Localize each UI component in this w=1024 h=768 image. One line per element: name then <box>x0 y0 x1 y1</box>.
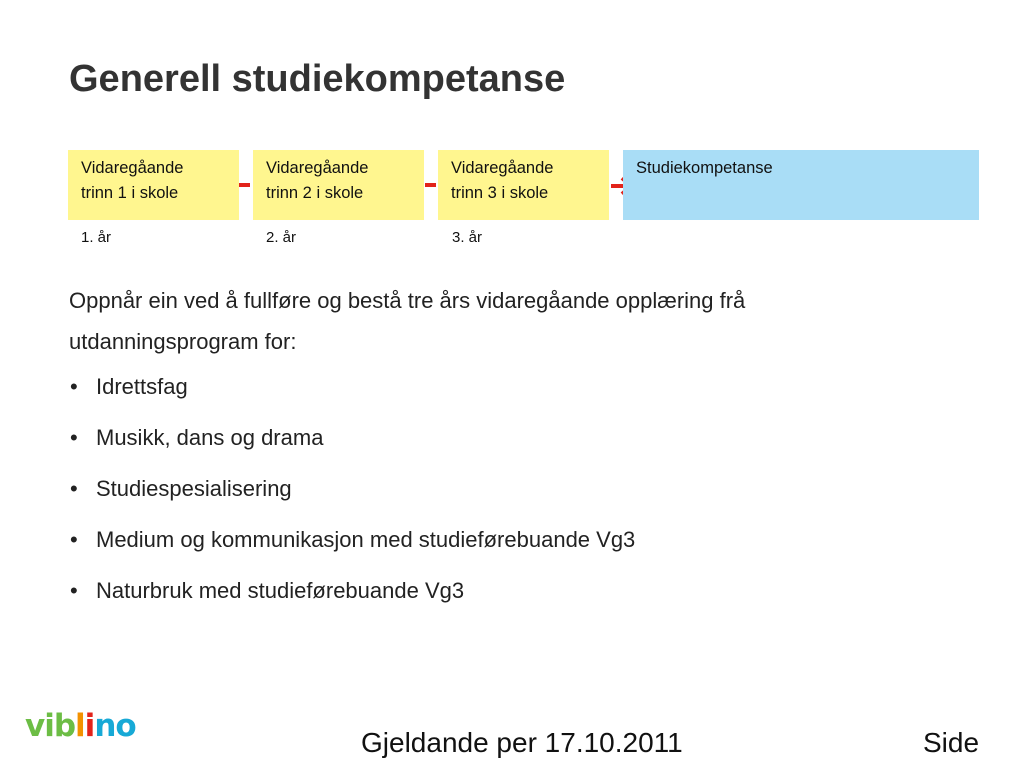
list-item <box>70 372 635 423</box>
list-item <box>70 423 635 474</box>
logo-part-i: i <box>84 708 95 744</box>
step-box-year-3 <box>438 150 609 220</box>
footer-date: Gjeldande per 17.10.2011 <box>361 727 683 758</box>
list-item <box>70 576 635 627</box>
step-3-line-1: Vidaregåande <box>451 159 554 177</box>
bullet-icon: • <box>70 425 78 450</box>
programme-list <box>70 372 635 627</box>
bullet-icon: • <box>70 578 78 603</box>
year-label-2: 2. år <box>266 229 297 246</box>
step-3-line-2: trinn 3 i skole <box>451 184 549 202</box>
goal-box-studiekompetanse <box>623 150 979 220</box>
bullet-icon: • <box>70 527 78 552</box>
intro-paragraph: Oppnår ein ved å fullføre og bestå tre års vidaregåande opplæring frå utdanningsprogram for: <box>69 288 746 354</box>
goal-label: Studiekompetanse <box>636 159 773 177</box>
connector-dash <box>239 183 250 187</box>
viblino-logo <box>25 708 136 744</box>
list-item-label: Musikk, dans og drama <box>96 425 324 450</box>
list-item <box>70 474 635 525</box>
bullet-icon: • <box>70 374 78 399</box>
logo-part-l: l <box>75 708 85 744</box>
bullet-icon: • <box>70 476 78 501</box>
footer-page-label: Side <box>923 727 980 758</box>
list-item-label: Idrettsfag <box>96 374 188 399</box>
step-1-line-1: Vidaregåande <box>81 159 184 177</box>
step-box-year-1 <box>68 150 239 220</box>
list-item-label: Naturbruk med studieførebuande Vg3 <box>96 578 465 603</box>
connector-dash <box>425 183 436 187</box>
logo-part-no: no <box>94 708 136 744</box>
list-item-label: Medium og kommunikasjon med studieførebuande Vg3 <box>96 527 636 552</box>
logo-part-vib: vib <box>25 708 76 744</box>
list-item <box>70 525 635 576</box>
slide-title: Generell studiekompetanse <box>69 58 566 100</box>
step-box-year-2 <box>253 150 424 220</box>
year-label-1: 1. år <box>81 229 112 246</box>
year-label-3: 3. år <box>452 229 483 246</box>
list-item-label: Studiespesialisering <box>96 476 292 501</box>
step-2-line-2: trinn 2 i skole <box>266 184 364 202</box>
step-1-line-2: trinn 1 i skole <box>81 184 179 202</box>
step-2-line-1: Vidaregåande <box>266 159 369 177</box>
